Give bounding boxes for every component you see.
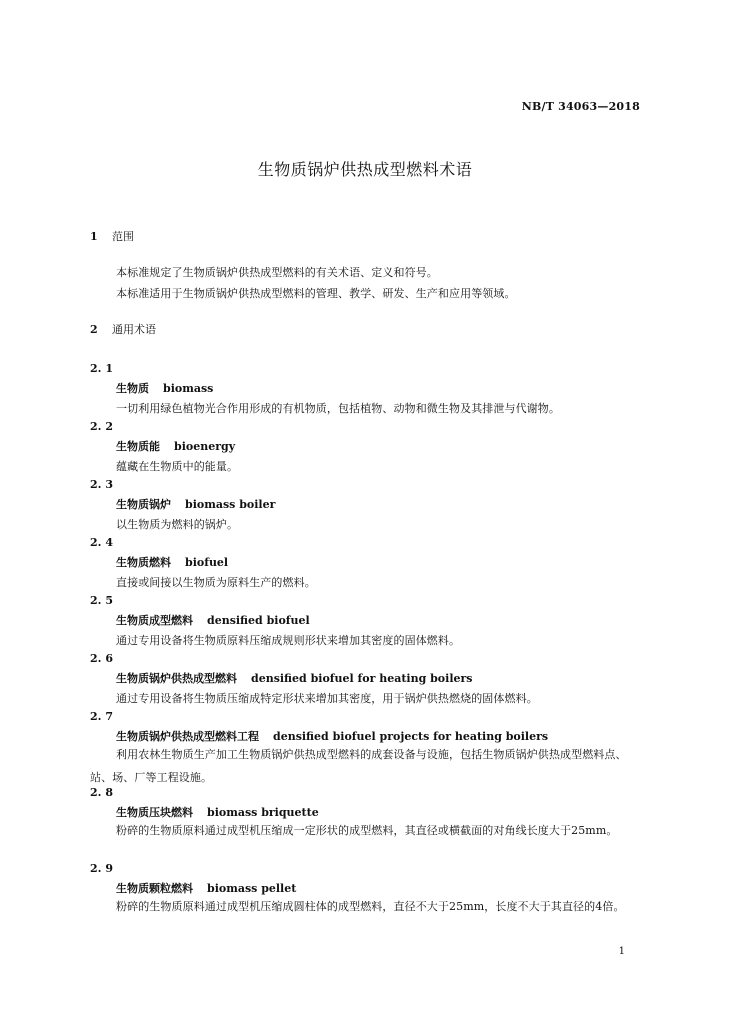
term-zh: 生物质锅炉供热成型燃料工程 — [116, 730, 259, 743]
term-definition: 粉碎的生物质原料通过成型机压缩成圆柱体的成型燃料，直径不大于25mm，长度不大于其直径的4倍。 — [116, 900, 625, 913]
term-heading — [116, 554, 228, 570]
term-en: bioenergy — [174, 440, 236, 453]
term-en: biomass boiler — [185, 498, 276, 511]
page-number: 1 — [618, 946, 625, 957]
term-zh: 生物质锅炉 — [116, 498, 171, 511]
term-heading — [116, 670, 473, 686]
section-label: 范围 — [112, 230, 134, 243]
document-title: 生物质锅炉供热成型燃料术语 — [257, 160, 473, 179]
term-number: 2. 7 — [90, 710, 113, 723]
scope-paragraph-2: 本标准适用于生物质锅炉供热成型燃料的管理、教学、研发、生产和应用等领域。 — [116, 287, 516, 300]
term-en: biofuel — [185, 556, 229, 569]
section-heading-scope — [90, 228, 134, 244]
term-number: 2. 6 — [90, 652, 113, 665]
term-definition: 利用农林生物质生产加工生物质锅炉供热成型燃料的成套设备与设施，包括生物质锅炉供热成型燃料点、站、场、厂等工程设施。 — [90, 748, 627, 784]
term-definition: 以生物质为燃料的锅炉。 — [116, 518, 239, 531]
term-zh: 生物质压块燃料 — [116, 806, 193, 819]
term-number: 2. 9 — [90, 862, 113, 875]
term-heading — [116, 804, 319, 820]
term-en: densified biofuel projects for heating boilers — [273, 730, 549, 743]
term-heading — [116, 880, 296, 896]
term-en: biomass — [163, 382, 214, 395]
section-label: 通用术语 — [112, 323, 156, 336]
term-heading — [116, 728, 548, 744]
term-heading — [116, 380, 213, 396]
term-number: 2. 2 — [90, 420, 113, 433]
section-heading-general-terms — [90, 321, 156, 337]
term-zh: 生物质颗粒燃料 — [116, 882, 193, 895]
standard-number: NB/T 34063—2018 — [521, 100, 640, 113]
term-number: 2. 3 — [90, 478, 113, 491]
term-definition: 通过专用设备将生物质原料压缩成规则形状来增加其密度的固体燃料。 — [116, 634, 461, 647]
term-number: 2. 4 — [90, 536, 113, 549]
term-number: 2. 8 — [90, 786, 113, 799]
term-zh: 生物质成型燃料 — [116, 614, 193, 627]
term-heading — [116, 438, 235, 454]
term-zh: 生物质燃料 — [116, 556, 171, 569]
term-definition: 粉碎的生物质原料通过成型机压缩成一定形状的成型燃料，其直径或横截面的对角线长度大于25mm。 — [116, 824, 618, 837]
term-zh: 生物质锅炉供热成型燃料 — [116, 672, 237, 685]
section-number: 1 — [90, 230, 98, 243]
term-definition: 一切利用绿色植物光合作用形成的有机物质，包括植物、动物和微生物及其排泄与代谢物。 — [116, 402, 560, 415]
term-definition: 通过专用设备将生物质压缩成特定形状来增加其密度，用于锅炉供热燃烧的固体燃料。 — [116, 692, 538, 705]
section-number: 2 — [90, 323, 98, 336]
term-en: biomass pellet — [207, 882, 297, 895]
scope-paragraph-1: 本标准规定了生物质锅炉供热成型燃料的有关术语、定义和符号。 — [116, 266, 438, 279]
term-en: biomass briquette — [207, 806, 319, 819]
term-en: densified biofuel — [207, 614, 310, 627]
term-heading — [116, 612, 310, 628]
term-number: 2. 1 — [90, 362, 113, 375]
term-zh: 生物质 — [116, 382, 149, 395]
term-definition: 直接或间接以生物质为原料生产的燃料。 — [116, 576, 316, 589]
term-number: 2. 5 — [90, 594, 113, 607]
term-heading — [116, 496, 275, 512]
term-en: densified biofuel for heating boilers — [251, 672, 473, 685]
term-zh: 生物质能 — [116, 440, 160, 453]
term-definition: 蕴藏在生物质中的能量。 — [116, 460, 239, 473]
